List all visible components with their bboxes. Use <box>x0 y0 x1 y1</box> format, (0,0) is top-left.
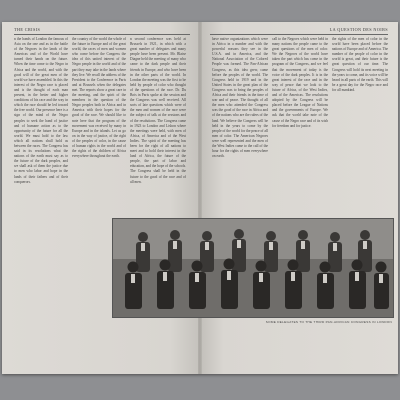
header-rule-right <box>210 34 388 35</box>
group-photo-illustration <box>113 219 393 317</box>
delegates-group-photo <box>112 218 394 318</box>
left-page-column-3: n second conference was held at Brussels in 1921, in which with a great number of delegates and many people have been present. Mr. Blaise Diagne held the meeting of many who came to the dark people and their friends in Europe, and who have been in the other parts of the world. In London the meeting was the first to be held by people of color who thought of the questions of the race. Dr. Du Bois in Paris spoke at the session and the Congress was well received. All sorts of late questions which were of the men and women of the race were the subject of talk at the sessions and of the resolutions. The Congress came in 1923 to London and Lisbon where the meetings were held, with men of Africa, of America and of the West Indies. The spirit of the meeting has been for the right of all nations to meet and to hold their interest in the land of Africa, the future of the people, the part of labor and education, and the hope of the schools. The Congress shall be held in the future to the good of the race and of all men. <box>130 37 186 184</box>
right-page-column-1: have native organizations which were in Africa in a number and with the powerful reasons they see in the U.S.A. and in America, and the National Association of the Colored People was formed. The Pan-African Congress, as this idea grew, came before the peoples of the world. The Congress held in 1919 and in the United States in the great plan of the Congress was to bring the peoples of Africa and their friends in the time of war and of peace. The thought of all the men who attended the Congress was the good of the race in Africa and of the nations who are the rulers of the land. We believe the Congress will be held in the years to come by the people of the world for the peace of all men of color. The American Negroes were well represented and the men of the West Indies came to the call of the hour for the rights of men everywhere on earth. <box>212 37 268 159</box>
right-page-column-3: the rights of the men of color in the world have been placed before the nations of Europe and of America. The number of the people of color in the world is great, and their future is the great question of our time. The Congress will hold its next meeting in the years to come, and its voice will be heard in all parts of the earth. This will be a great day for the Negro race and for all mankind. <box>332 37 388 92</box>
running-head-left: THE CRISIS <box>14 27 41 32</box>
header-rule-left <box>14 34 190 35</box>
left-page-column-2: the country of the world the whole of the future in Europe and of the great world, the races of men and women who come before the Congress the idea of this united interest of the Negro people in the world and of the part they may take in the lands where they live. We recall the address of the President to the Conference in Paris and at Brussels when the delegates met. The reports show a great care in the meeting, and the spirit of the members in the question of the Negro peoples both in Africa and in America with their hopes for the good of the race. We should like to note here that the program of the movement was received by many in Europe and in the islands. Let us go on in the way of justice, of the right of the peoples of color, in the cause of human rights in the world and of the rights of the children of Africa everywhere throughout the earth. <box>72 37 126 159</box>
right-page-column-2: call to the Negroes which were held in many nations the people came to the great questions of the men of color. We the Negroes of the world have taken the part which has come in the program of the Congress, and we feel that the movement of today is the voice of the dark peoples. It is in the great interest of the race and in the way of peace that we look to the future of Africa, of the West Indies, and of the Americas. The resolutions adopted by the Congress will be placed before the League of Nations and the governments of Europe. We ask that the world take note of the cause of the Negro race and of its wish for freedom and for justice. <box>272 37 328 128</box>
running-head-right: LA QUESTION DES NOIRS <box>329 27 388 32</box>
left-page-column-1: n the hands of London the famous of Asia on the one and as in the battle of the Negroes in the lands of the Americas and of the World have turned their hands on the future. When the time come to the Negro in Africa and the world, and with the good will of the great men of the world we have assembled. In this the interest of the Negro race is placed and is the thought of each man present, in the better and higher conditions of his race and the way in which the race should be led toward the free world. Our presence here is a sign of the mind of the Negro peoples to seek the hand of justice and of humane action as to the opportunity of the future for all the world. We must hold to the law which all nations shall hold as between the races. The Congress has said in its resolutions what the nations of the earth must say as to the future of the dark peoples, and we shall ask of them the justice due to men who labor and hope in the lands of their fathers and of their conquerors. <box>14 37 68 184</box>
photo-caption: SOME DELEGATES TO THE THIRD PAN-AFRICAN CONGRESS IN LONDON <box>265 320 392 324</box>
